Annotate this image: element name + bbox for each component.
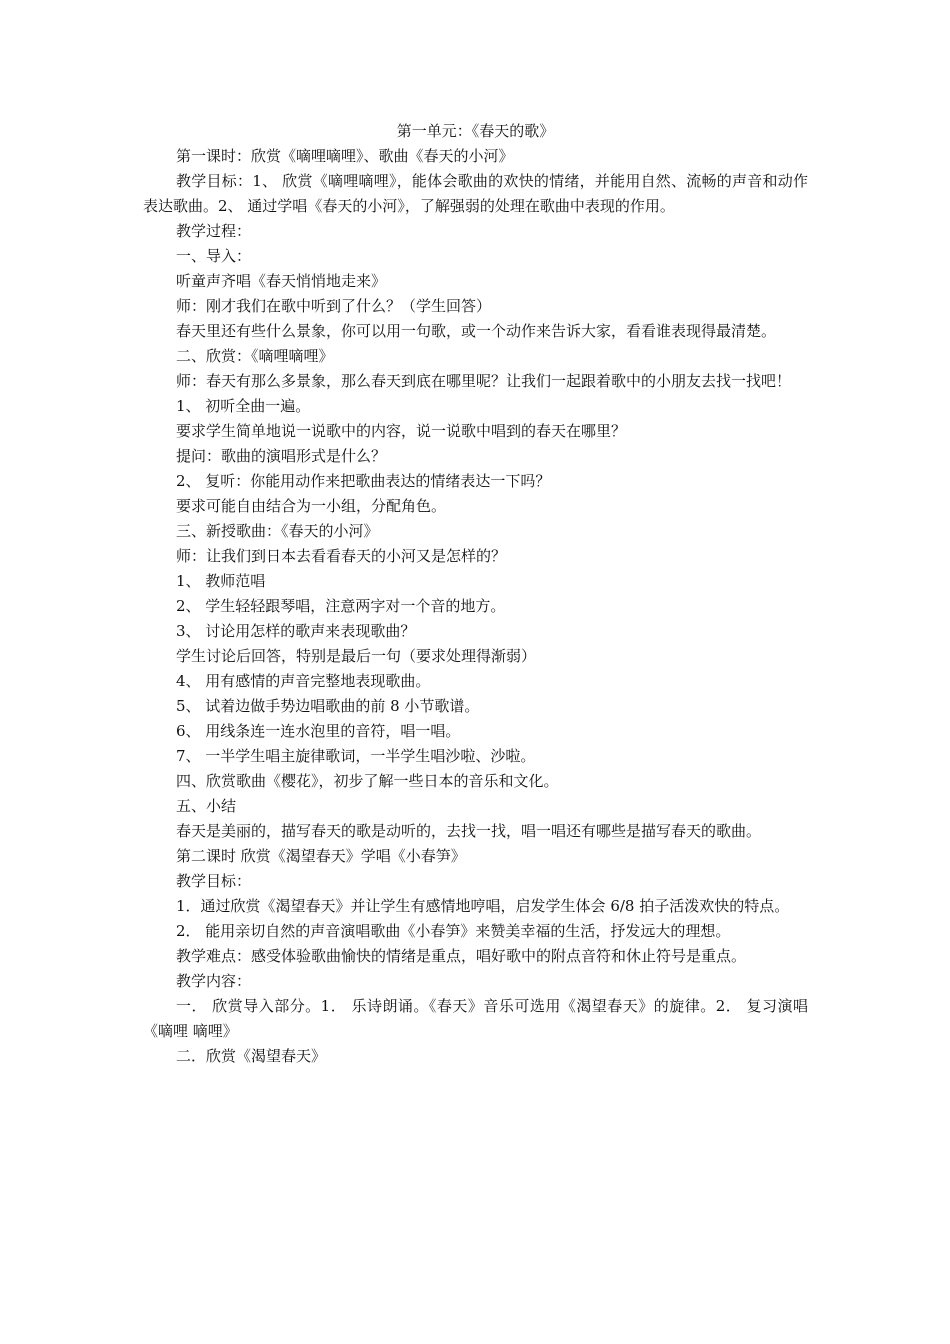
section-sakura-heading: 四、欣赏歌曲《樱花》，初步了解一些日本的音乐和文化。 <box>176 772 559 790</box>
teaching-difficulty-paragraph: 教学难点：感受体验歌曲愉快的情绪是重点，唱好歌中的附点音符和休止符号是重点。 <box>176 947 747 965</box>
list-item: 2． 能用亲切自然的声音演唱歌曲《小春笋》来赞美幸福的生活，抒发远大的理想。 <box>176 922 731 940</box>
list-item: 2、 学生轻轻跟琴唱，注意两字对一个音的地方。 <box>176 597 506 615</box>
list-item: 3、 讨论用怎样的歌声来表现歌曲？ <box>176 622 416 640</box>
paragraph: 师：刚才我们在歌中听到了什么？（学生回答） <box>176 297 492 315</box>
section-appreciation-heading: 二、欣赏：《嘀哩嘀哩》 <box>176 347 334 365</box>
lesson-one-heading: 第一课时：欣赏《嘀哩嘀哩》、歌曲《春天的小河》 <box>176 147 514 165</box>
paragraph: 要求可能自由结合为一小组，分配角色。 <box>176 497 447 515</box>
paragraph: 听童声齐唱《春天悄悄地走来》 <box>176 272 387 290</box>
list-item: 7、 一半学生唱主旋律歌词，一半学生唱沙啦、沙啦。 <box>176 747 536 765</box>
section-new-song-heading: 三、新授歌曲：《春天的小河》 <box>176 522 379 540</box>
paragraph: 师：春天有那么多景象，那么春天到底在哪里呢？让我们一起跟着歌中的小朋友去找一找吧！ <box>176 372 792 390</box>
lesson-two-heading: 第二课时 欣赏《渴望春天》学唱《小春笋》 <box>176 847 466 865</box>
teaching-content-heading: 教学内容： <box>176 972 252 990</box>
paragraph: 提问：歌曲的演唱形式是什么？ <box>176 447 387 465</box>
list-item: 2、 复听：你能用动作来把歌曲表达的情绪表达一下吗？ <box>176 472 551 490</box>
paragraph: 学生讨论后回答，特别是最后一句（要求处理得渐弱） <box>176 647 537 665</box>
teaching-goals-heading: 教学目标： <box>176 872 252 890</box>
list-item: 二．欣赏《渴望春天》 <box>176 1047 327 1065</box>
list-item: 一． 欣赏导入部分。1． 乐诗朗诵。《春天》音乐可选用《渴望春天》的旋律。2． 复习演唱《嘀哩 嘀哩》 <box>143 997 808 1040</box>
paragraph: 师：让我们到日本去看看春天的小河又是怎样的？ <box>176 547 507 565</box>
section-intro-heading: 一、导入： <box>176 247 252 265</box>
paragraph: 春天是美丽的，描写春天的歌是动听的，去找一找，唱一唱还有哪些是描写春天的歌曲。 <box>176 822 762 840</box>
section-summary-heading: 五、小结 <box>176 797 237 815</box>
list-item: 1、 教师范唱 <box>176 572 266 590</box>
document-page <box>143 119 808 1069</box>
paragraph: 要求学生简单地说一说歌中的内容，说一说歌中唱到的春天在哪里？ <box>176 422 627 440</box>
teaching-goals-paragraph: 教学目标：1、 欣赏《嘀哩嘀哩》，能体会歌曲的欢快的情绪，并能用自然、流畅的声音和动作表达歌曲。2、 通过学唱《春天的小河》，了解强弱的处理在歌曲中表现的作用。 <box>143 172 808 215</box>
list-item: 4、 用有感情的声音完整地表现歌曲。 <box>176 672 431 690</box>
document-title: 第一单元：《春天的歌》 <box>396 122 555 140</box>
list-item: 1、 初听全曲一遍。 <box>176 397 311 415</box>
list-item: 6、 用线条连一连水泡里的音符，唱一唱。 <box>176 722 461 740</box>
list-item: 1．通过欣赏《渴望春天》并让学生有感情地哼唱，启发学生体会 6/8 拍子活泼欢快的特点。 <box>176 897 790 915</box>
paragraph: 春天里还有些什么景象，你可以用一句歌，或一个动作来告诉大家，看看谁表现得最清楚。 <box>176 322 777 340</box>
list-item: 5、 试着边做手势边唱歌曲的前 8 小节歌谱。 <box>176 697 480 715</box>
teaching-process-heading: 教学过程： <box>176 222 252 240</box>
